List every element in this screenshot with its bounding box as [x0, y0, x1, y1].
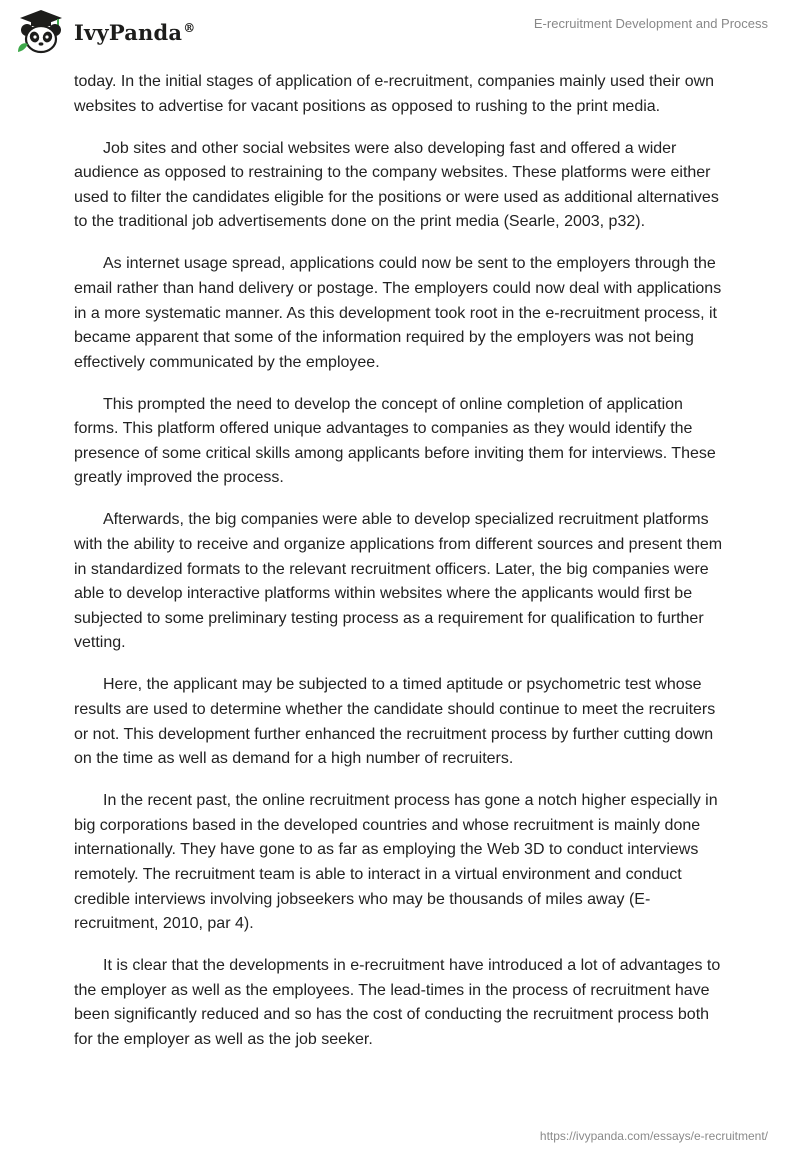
paragraph: Job sites and other social websites were also developing fast and offered a wider audience as opposed to restraining to the company websites. These platforms were either used to filter the candidates eligible for the positions or were used as additional alternatives to the traditional job advertisements done on the print media (Searle, 2003, p32). — [74, 139, 719, 231]
paragraph: As internet usage spread, applications could now be sent to the employers through the email rather than hand delivery or postage. The employers could now deal with applications in a more systematic manner. As this development took root in the e-recruitment process, it became apparent that some of the information required by the employers was not being effectively communicated by the employee. — [74, 255, 722, 371]
page-header — [0, 0, 800, 70]
essay-body — [74, 70, 726, 1070]
paragraph: It is clear that the developments in e-recruitment have introduced a lot of advantages to the employer as well as the employees. The lead-times in the process of recruitment have been significantly reduced and so has the cost of conducting the recruitment process both for the employer as well as the job seeker. — [74, 957, 721, 1048]
panda-graduate-icon — [14, 8, 68, 56]
source-url-link[interactable]: https://ivypanda.com/essays/e-recruitment/ — [539, 1129, 768, 1143]
paragraph: Afterwards, the big companies were able to develop specialized recruitment platforms with the ability to receive and organize applications from different sources and present them in standardized formats to the relevant recruitment officers. Later, the big companies were able to develop interactive platforms within websites where the applicants would first be subjected to some preliminary testing process as a requirement for qualification to further vetting. — [74, 511, 723, 652]
brand-name: IvyPanda® — [74, 19, 196, 45]
paragraph: Here, the applicant may be subjected to a timed aptitude or psychometric test whose results are used to determine whether the candidate should continue to meet the recruiters or not. This development further enhanced the recruitment process by further cutting down on the time as well as demand for a high number of recruiters. — [74, 676, 716, 768]
ivypanda-logo[interactable] — [14, 8, 195, 56]
paragraph: This prompted the need to develop the concept of online completion of application forms. This platform offered unique advantages to companies as they would identify the presence of some critical skills among applicants before inviting them for interviews. These greatly improved the process. — [74, 395, 716, 487]
paragraph: In the recent past, the online recruitment process has gone a notch higher especially in big corporations based in the developed countries and whose recruitment is mainly done internationally. They have gone to as far as employing the Web 3D to conduct interviews remotely. The recruitment team is able to interact in a virtual environment and conduct credible interviews involving jobseekers who may be thousands of miles away (E-recruitment, 2010, par 4). — [74, 792, 718, 933]
paragraph: today. In the initial stages of application of e-recruitment, companies mainly used their own websites to advertise for vacant positions as opposed to rushing to the print media. — [74, 73, 715, 115]
document-title: E-recruitment Development and Process — [533, 16, 768, 31]
